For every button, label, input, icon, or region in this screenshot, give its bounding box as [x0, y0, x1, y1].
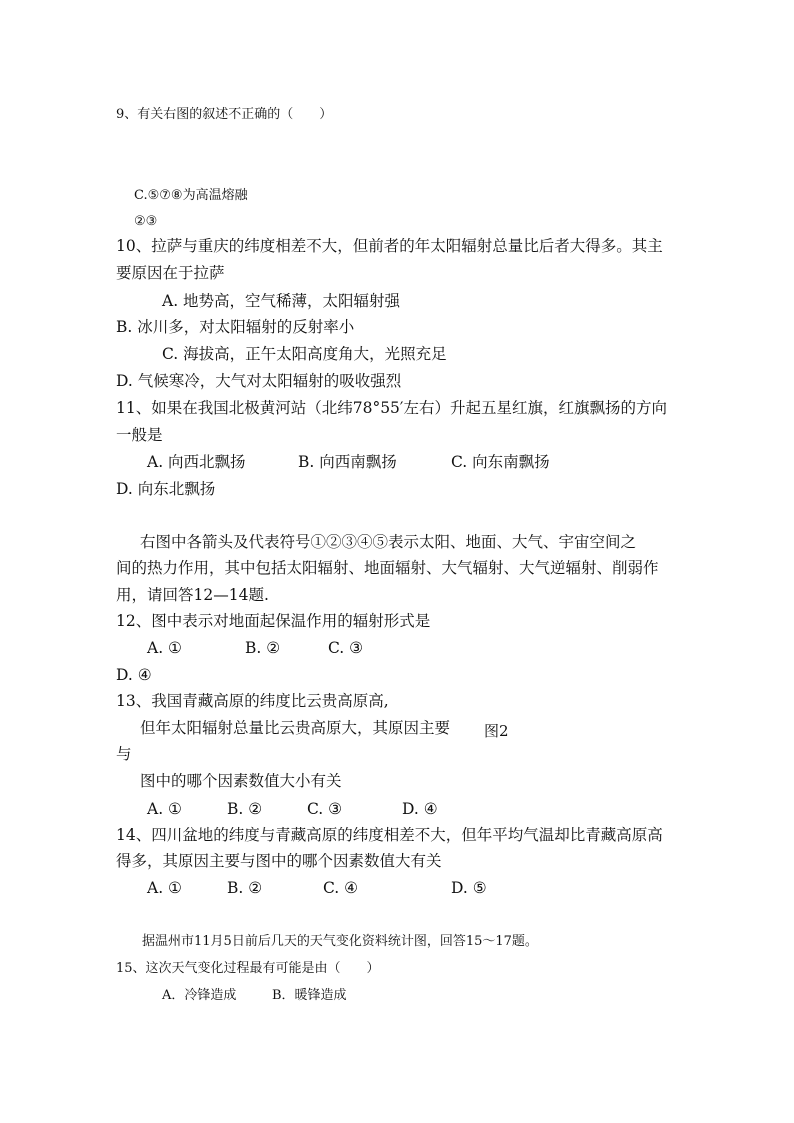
- q13-option-d: D. ④: [402, 800, 438, 818]
- q14-option-d: D. ⑤: [451, 879, 487, 897]
- q10-option-c: C. 海拔高，正午太阳高度角大，光照充足: [162, 345, 447, 363]
- q12-option-b: B. ②: [245, 639, 281, 657]
- q10-stem-line1: 10、拉萨与重庆的纬度相差不大，但前者的年太阳辐射总量比后者大得多。其主: [116, 237, 663, 255]
- q9-option-c: C.⑤⑦⑧为高温熔融: [134, 188, 248, 203]
- q12-option-c: C. ③: [328, 639, 364, 657]
- q12-option-a: A. ①: [147, 639, 182, 657]
- q11-option-d: D. 向东北飘扬: [116, 480, 216, 498]
- q15-stem: 15、这次天气变化过程最有可能是由（ ）: [116, 961, 380, 976]
- q12-option-d: D. ④: [116, 666, 152, 684]
- q13-option-a: A. ①: [147, 800, 182, 818]
- q13-option-b: B. ②: [227, 800, 263, 818]
- intro-15-17-line1: 据温州市11月5日前后几天的天气变化资料统计图，回答15～17题。: [142, 934, 538, 949]
- q9-fragment: ②③: [134, 214, 158, 229]
- q10-option-b: B. 冰川多，对太阳辐射的反射率小: [116, 318, 355, 336]
- q10-option-d: D. 气候寒冷，大气对太阳辐射的吸收强烈: [116, 372, 402, 390]
- q14-option-a: A. ①: [147, 879, 182, 897]
- q11-option-b: B. 向西南飘扬: [298, 453, 397, 471]
- q13-stem-line4: 图中的哪个因素数值大小有关: [140, 772, 342, 790]
- intro-12-14-line3: 用，请回答12—14题.: [116, 586, 269, 604]
- intro-12-14-line1: 右图中各箭头及代表符号①②③④⑤表示太阳、地面、大气、宇宙空间之: [140, 533, 637, 551]
- q13-stem-line2: 但年太阳辐射总量比云贵高原大，其原因主要: [140, 719, 451, 737]
- q12-stem: 12、图中表示对地面起保温作用的辐射形式是: [116, 612, 431, 630]
- q11-stem-line1: 11、如果在我国北极黄河站（北纬78°55′左右）升起五星红旗，红旗飘扬的方向: [116, 399, 667, 417]
- q10-option-a: A. 地势高，空气稀薄，太阳辐射强: [162, 292, 401, 310]
- q10-stem-line2: 要原因在于拉萨: [116, 264, 225, 282]
- q11-option-c: C. 向东南飘扬: [451, 453, 550, 471]
- q11-option-a: A. 向西北飘扬: [147, 453, 246, 471]
- q11-stem-line2: 一般是: [116, 426, 163, 444]
- intro-12-14-line2: 间的热力作用，其中包括太阳辐射、地面辐射、大气辐射、大气逆辐射、削弱作: [116, 559, 659, 577]
- q14-option-c: C. ④: [323, 879, 359, 897]
- q14-option-b: B. ②: [227, 879, 263, 897]
- q15-option-b: B．暖锋造成: [272, 988, 347, 1003]
- q13-option-c: C. ③: [307, 800, 343, 818]
- q15-option-a: A．冷锋造成: [162, 988, 237, 1003]
- q14-stem-line2: 得多，其原因主要与图中的哪个因素数值大有关: [116, 852, 442, 870]
- q13-stem-line1: 13、我国青藏高原的纬度比云贵高原高,: [116, 692, 389, 710]
- q13-figure-label: 图2: [484, 722, 509, 740]
- q13-stem-line3: 与: [116, 745, 132, 763]
- q9-stem: 9、有关右图的叙述不正确的（ ）: [116, 107, 333, 122]
- q14-stem-line1: 14、四川盆地的纬度与青藏高原的纬度相差不大，但年平均气温却比青藏高原高: [116, 826, 663, 844]
